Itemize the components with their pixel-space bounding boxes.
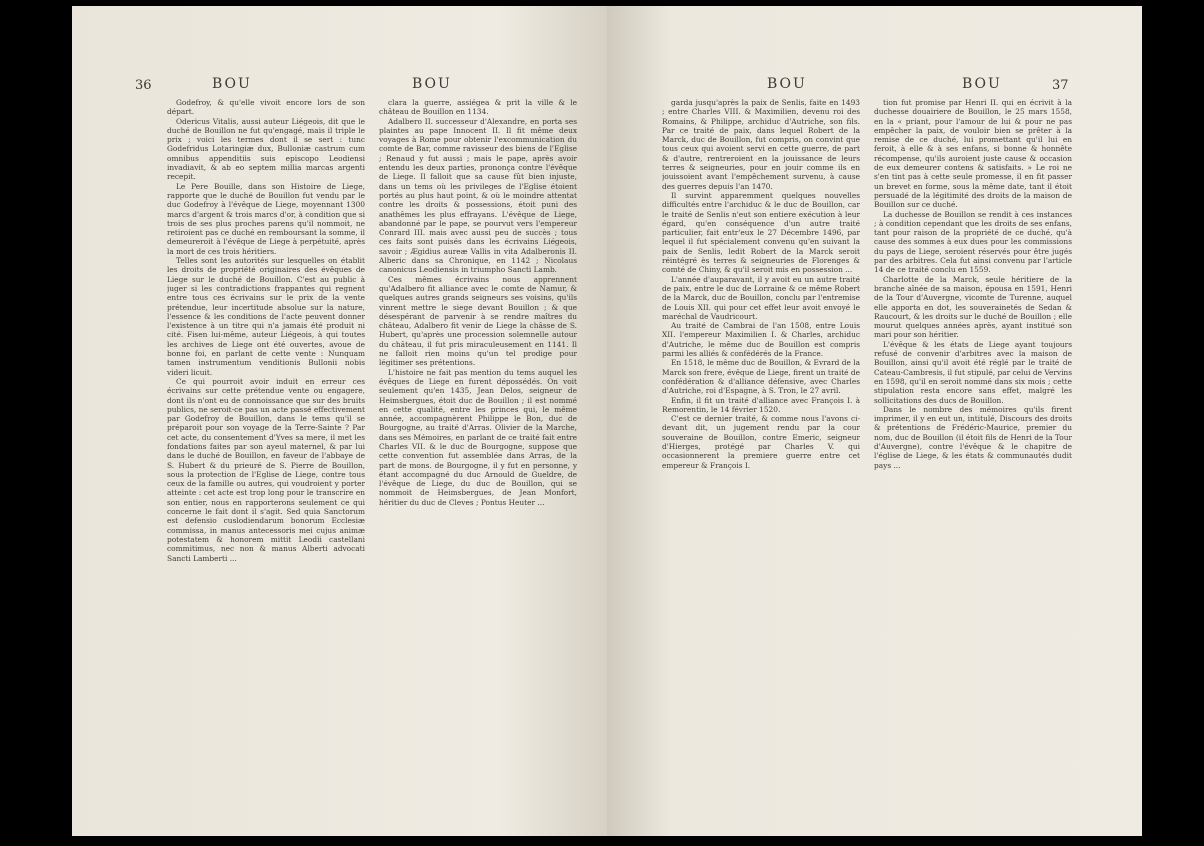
running-head-left: BOU — [767, 76, 807, 92]
paragraph: Ce qui pourroit avoir induit en erreur ces écrivains sur cette prétendue vente ou engagere, dont ils n'ont eu de connoissance que sur des bruits publics, ne seroit-ce pas un acte passé effectivement par Godefroy de Bouillon, dans le tems qu'il se préparoit pour son voyage de la Terre-Sainte ? Par cet acte, du consentement d'Yves sa mere, il met les fondations faites par son ayeul maternel, & par lui dans le duché de Bouillon, en faveur de l'abbaye de S. Hubert & du prieuré de S. Pierre de Bouillon, sous la protection de l'Eglise de Liege, contre tous ceux de la famille ou autres, qui voudroient y porter atteinte : cet acte est trop long pour le transcrire en son entier, nous en rapporterons seulement ce qui concerne le fait dont il s'agit. Sed quia Sanctorum est defensio cuslodiendarum bonorum Ecclesiæ commissa, in manus antecessoris mei cujus animæ potestatem & honorem mittit Leodii castellani commitimus, nec non & manus Alberti advocati Sancti Lamberti ... — [167, 376, 365, 563]
paragraph: Dans le nombre des mémoires qu'ils firent imprimer, il y en eut un, intitulé, Discours des droits & prétentions de Frédéric-Maurice, premier du nom, duc de Bouillon (il étoit fils de Henri de la Tour d'Auvergne), contre l'évêque & le chapitre de l'église de Liege, & les états & communautés dudit pays ... — [874, 404, 1072, 470]
text-column-1 — [167, 98, 365, 798]
paragraph: La duchesse de Bouillon se rendit à ces instances ; à condition cependant que les droits de ses enfans, tant pour raison de la propriété de ce duché, qu'à cause des sommes à eux dues pour les commissions du pays de Liege, seroient réservés pour être jugés par des arbitres. Cela fut ainsi convenu par l'article 14 de ce traité conclu en 1559. — [874, 209, 1072, 275]
paragraph: C'est ce dernier traité, & comme nous l'avons ci-devant dit, un jugement rendu par la cour souveraine de Bouillon, contre Emeric, seigneur d'Hierges, protégé par Charles V. qui occasionnerent la premiere guerre entre cet empereur & François I. — [662, 414, 860, 470]
paragraph: Au traité de Cambrai de l'an 1508, entre Louis XII. l'empereur Maximilien I. & Charles, archiduc d'Autriche, le même duc de Bouillon est compris parmi les alliés & confédérés de la France. — [662, 321, 860, 359]
paragraph: Telles sont les autorités sur lesquelles on établit les droits de propriété originaires des évêques de Liege sur le duché de Bouillon. C'est au public à juger si les contradictions frappantes qui regnent entre tous ces écrivains sur le prix de la vente prétendue, leur incertitude absolue sur la nature, l'essence & les conditions de l'acte peuvent donner l'existence à un titre qui n'a jamais été produit ni cité. Fisen lui-même, auteur Liégeois, à qui toutes les archives de Liege ont été ouvertes, avoue de bonne foi, en parlant de cette vente : Nunquam tamen instrumentum venditionis Bullonii nobis videri licuit. — [167, 256, 365, 377]
paragraph: L'année d'auparavant, il y avoit eu un autre traité de paix, entre le duc de Lorraine & ce même Robert de la Marck, duc de Bouillon, conclu par l'entremise de Louis XII. qui pour cet effet leur avoit envoyé le maréchal de Vaudricourt. — [662, 274, 860, 321]
paragraph: En 1518, le même duc de Bouillon, & Evrard de la Marck son frere, évêque de Liege, firent un traité de confédération & d'alliance défensive, avec Charles d'Autriche, roi d'Espagne, à S. Tron, le 27 avril. — [662, 358, 860, 396]
text-column-2 — [379, 98, 577, 798]
book-spread — [72, 6, 1142, 836]
right-page — [607, 6, 1142, 836]
running-head-right: BOU — [412, 76, 452, 92]
text-column-2 — [874, 98, 1072, 798]
paragraph: Ces mêmes écrivains nous apprennent qu'Adalbero fit alliance avec le comte de Namur, & quelques autres grands seigneurs ses voisins, qu'ils vinrent mettre le siege devant Bouillon ; & que désespérant de parvenir à se rendre maîtres du château, Adalbero fit venir de Liege la châsse de S. Hubert, qu'après une procession solemnelle autour du château, il fut pris miraculeusement en 1141. Il ne falloit rien moins qu'un tel prodige pour légitimer ses prétentions. — [379, 274, 577, 368]
text-columns — [662, 98, 1072, 798]
paragraph: Godefroy, & qu'elle vivoit encore lors de son départ. — [167, 98, 365, 117]
page-number: 36 — [135, 78, 152, 93]
paragraph: Il survint apparemment quelques nouvelles difficultés entre l'archiduc & le duc de Bouillon, car le traité de Senlis n'eut son entiere exécution à leur égard, qu'en conséquence d'un autre traité particulier, fait entr'eux le 27 Décembre 1496, par lequel il fut spécialement convenu qu'en suivant la paix de Senlis, ledit Robert de la Marck seroit réintégré ès terres & seigneuries de Florenges & comté de Chiny, & qu'il seroit mis en possession ... — [662, 190, 860, 275]
paragraph: Charlotte de la Marck, seule héritiere de la branche aînée de sa maison, épousa en 1591, Henri de la Tour d'Auvergne, vicomte de Turenne, auquel elle apporta en dot, les souverainetés de Sedan & Raucourt, & les droits sur le duché de Bouillon ; elle mourut quelques années après, ayant institué son mari pour son héritier. — [874, 274, 1072, 340]
text-columns — [167, 98, 577, 798]
paragraph: L'histoire ne fait pas mention du tems auquel les évêques de Liege en furent dépossédés. On voit seulement qu'en 1435, Jean Delos, seigneur de Heimsbergues, étoit duc de Bouillon ; il est nommé en cette qualité, entre les princes qui, le même année, accompagnèrent Philippe le Bon, duc de Bourgogne, au traité d'Arras. Olivier de la Marche, dans ses Mémoires, en parlant de ce traité fait entre Charles VII. & le duc de Bourgogne, suppose que cette convention fut assemblée dans Arras, de la part de mons. de Bourgogne, il y fut en personne, y étant accompagné du duc Arnould de Gueldre, de l'évêque de Liege, du duc de Bouillon, qui se nommoit de Heimsbergues, de Jean Monfort, héritier du duc de Cleves ; Pontus Heuter ... — [379, 367, 577, 507]
running-head-right: BOU — [962, 76, 1002, 92]
paragraph: garda jusqu'après la paix de Senlis, faite en 1493 ; entre Charles VIII. & Maximilien, devenu roi des Romains, & Philippe, archiduc d'Autriche, son fils. Par ce traité de paix, dans lequel Robert de la Marck, duc de Bouillon, fut compris, on convint que tous ceux qui avoient servi en cette guerre, de part & d'autre, rentreroient en la jouissance de leurs terres & seigneuries, pour en jouir comme ils en jouissoient avant l'empêchement survenu, à cause des guerres depuis l'an 1470. — [662, 98, 860, 191]
paragraph: Odericus Vitalis, aussi auteur Liégeois, dit que le duché de Bouillon ne fut qu'engagé, mais il triple le prix ; voici les termes dont il se sert : tunc Godefridus Lotaringiæ dux, Bulloniæ castrum cum omnibus appenditiis suis episcopo Leodiensi invadiavit, & ab eo septem millia marcas argenti recepit. — [167, 116, 365, 182]
page-number: 37 — [1052, 78, 1069, 93]
paragraph: clara la guerre, assiégea & prit la ville & le château de Bouillon en 1134. — [379, 98, 577, 117]
paragraph: Enfin, il fit un traité d'alliance avec François I. à Remorentin, le 14 février 1520. — [662, 395, 860, 414]
running-head-left: BOU — [212, 76, 252, 92]
text-column-1 — [662, 98, 860, 798]
left-page — [72, 6, 607, 836]
paragraph: Le Pere Bouille, dans son Histoire de Liege, rapporte que le duché de Bouillon fut vendu par le duc Godefroy à l'évêque de Liege, moyennant 1300 marcs d'argent & trois marcs d'or, à condition que si trois de ses plus proches parens qu'il nommoit, ne retiroient pas ce duché en remboursant la somme, il demeureroit à l'évêque de Liege à perpétuité, après la mort de ces trois héritiers. — [167, 181, 365, 256]
paragraph: tion fut promise par Henri II. qui en écrivit à la duchesse douairiere de Bouillon, le 25 mars 1558, en la « priant, pour l'amour de lui & pour ne pas empêcher la paix, de vouloir bien se prêter à la remise de ce duché, lui promettant qu'il lui en feroit, à elle & à ses enfans, si bonne & honnête récompense, qu'ils auroient juste cause & occasion de eux demeurer contens & satisfaits. » Le roi ne s'en tint pas à cette seule promesse, il en fit passer un brevet en forme, sous la même date, tant il étoit persuadé de la légitimité des droits de la maison de Bouillon sur ce duché. — [874, 98, 1072, 210]
paragraph: L'évêque & les états de Liege ayant toujours refusé de convenir d'arbitres avec la maison de Bouillon, ainsi qu'il avoit été réglé par le traité de Cateau-Cambresis, il fut stipulé, par celui de Vervins en 1598, qu'il en seroit nommé dans six mois ; cette stipulation resta encore sans effet, malgré les sollicitations des ducs de Bouillon. — [874, 339, 1072, 405]
paragraph: Adalbero II. successeur d'Alexandre, en porta ses plaintes au pape Innocent II. Il fit même deux voyages à Rome pour obtenir l'excommunication du comte de Bar, comme ravisseur des biens de l'Eglise ; Renaud y fut aussi ; mais le pape, après avoir entendu les deux parties, prononça contre l'évêque de Liege. Il falloit que sa cause fût bien injuste, dans un tems où les privileges de l'Eglise étoient portés au plus haut point, & où le moindre attentat contre les droits & possessions, étoit puni des anathêmes les plus effrayans. L'évêque de Liege, abandonné par le pape, se pourvut vers l'empereur Conrard III. mais avec aussi peu de succès ; tous ces faits sont puisés dans les écrivains Liégeois, savoir ; Ægidius aureæ Vallis in vita Adalberonis II. Alberic dans sa Chronique, en 1142 ; Nicolaus canonicus Leodiensis in triumpho Sancti Lamb. — [379, 116, 577, 275]
